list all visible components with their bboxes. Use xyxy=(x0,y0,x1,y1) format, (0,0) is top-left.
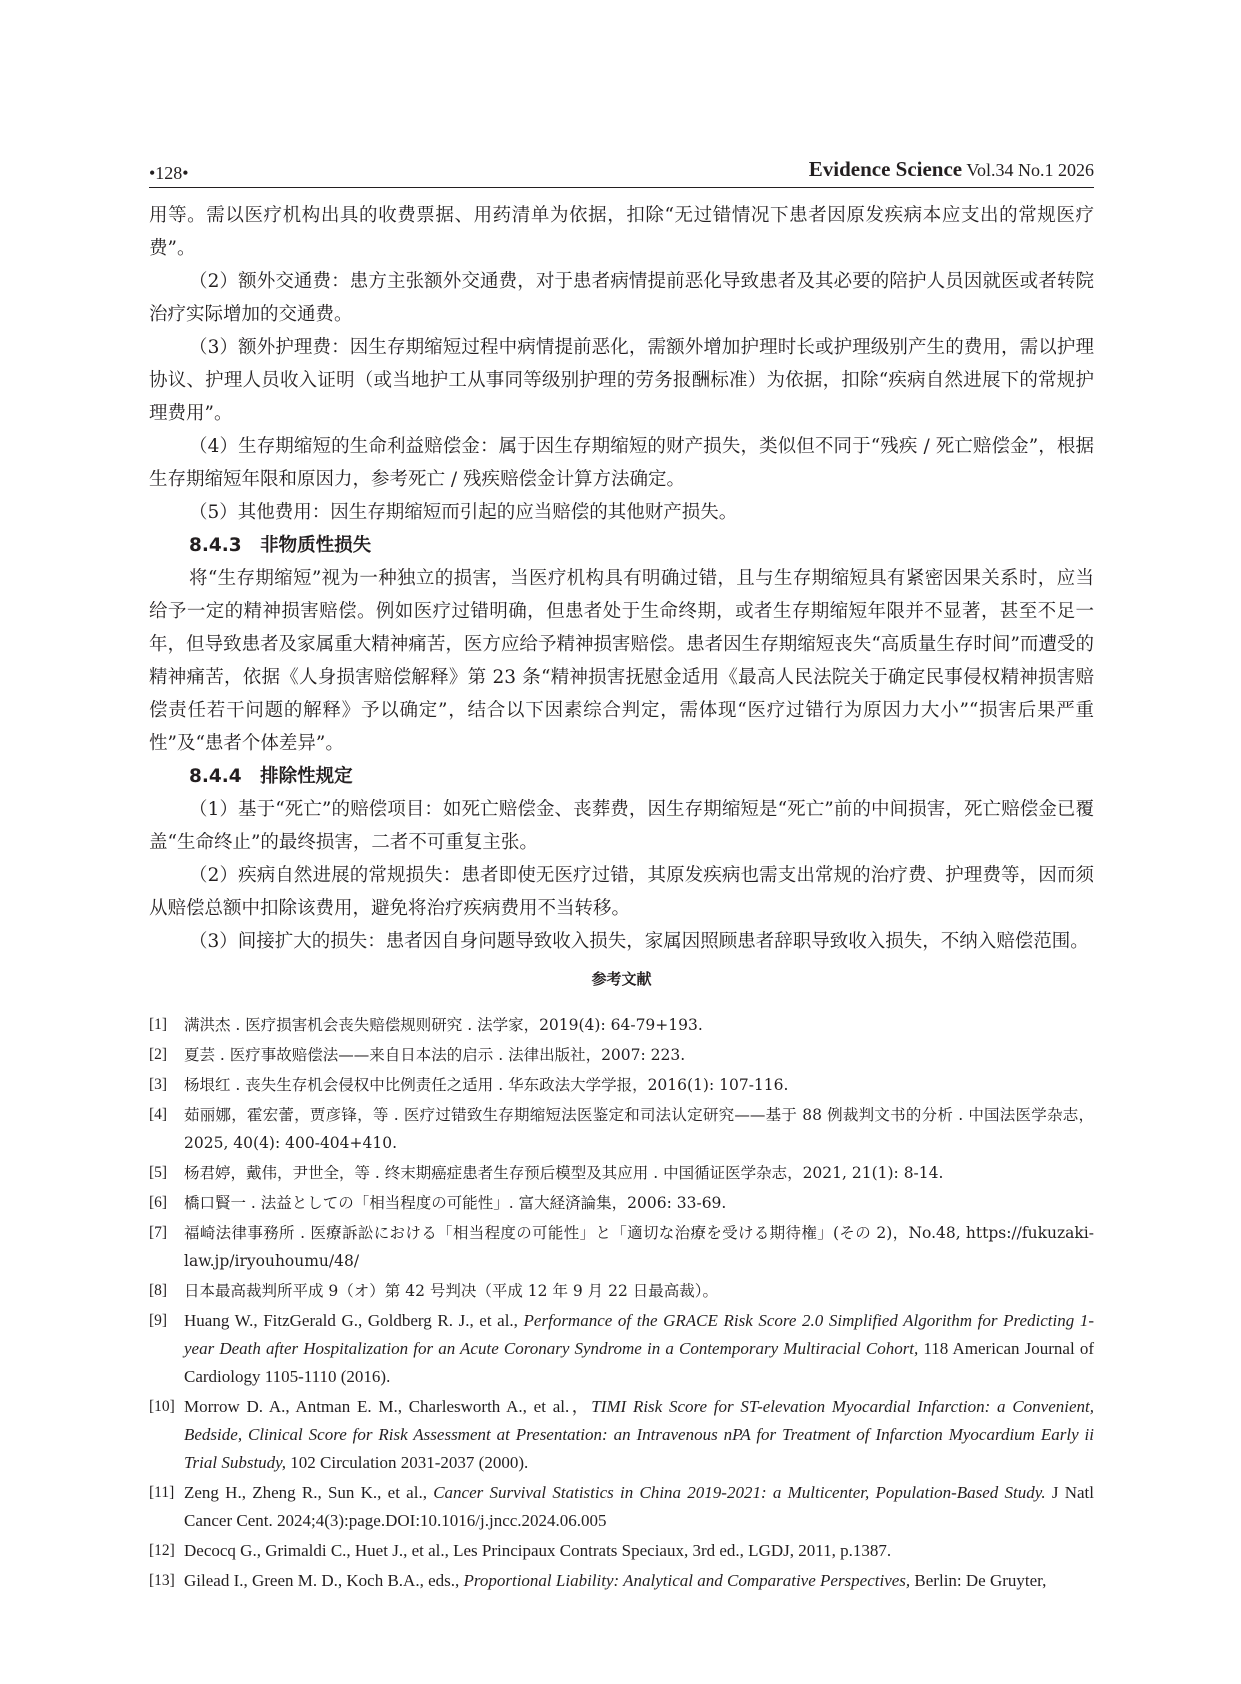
reference-item xyxy=(149,1307,1094,1391)
reference-number: [6] xyxy=(149,1194,168,1211)
reference-source: 118 American Journal of Cardiology 1105-1110 (2016). xyxy=(184,1339,1094,1386)
reference-item xyxy=(149,1277,1094,1305)
paragraph-6: 将“生存期缩短”视为一种独立的损害，当医疗机构具有明确过错，且与生存期缩短具有紧密因果关系时，应当给予一定的精神损害赔偿。例如医疗过错明确，但患者处于生命终期，或者生存期缩短年限并不显著，甚至不足一年，但导致患者及家属重大精神痛苦，医方应给予精神损害赔偿。患者因生存期缩短丧失“高质量生存时间”而遭受的精神痛苦，依据《人身损害赔偿解释》第 23 条“精神损害抚慰金适用《最高人民法院关于确定民事侵权精神损害赔偿责任若干问题的解释》予以确定”，结合以下因素综合判定，需体现“医疗过错行为原因力大小”“损害后果严重性”及“患者个体差异”。 xyxy=(149,568,1094,754)
paragraph-9: （3）间接扩大的损失：患者因自身问题导致收入损失，家属因照顾患者辞职导致收入损失，不纳入赔偿范围。 xyxy=(189,931,1089,952)
reference-number: [12] xyxy=(149,1542,175,1559)
references-list xyxy=(149,1011,1094,1597)
paragraph-5: （5）其他费用：因生存期缩短而引起的应当赔偿的其他财产损失。 xyxy=(189,502,738,523)
journal-name: Evidence Science xyxy=(808,157,963,181)
reference-text: 茹丽娜，霍宏蕾，贾彦锋，等 . 医疗过错致生存期缩短法医鉴定和司法认定研究——基于 88 例裁判文书的分析 . 中国法医学杂志，2025, 40(4): 400-404+410. xyxy=(184,1106,1094,1152)
reference-text: 福崎法律事務所 . 医療訴訟における「相当程度の可能性」と「適切な治療を受ける期待権」(その 2)，No.48, https://fukuzaki-law.jp/iryouhoumu/48/ xyxy=(184,1224,1094,1270)
reference-item xyxy=(149,1219,1094,1275)
reference-item xyxy=(149,1071,1094,1099)
paragraph-3: （3）额外护理费：因生存期缩短过程中病情提前恶化，需额外增加护理时长或护理级别产生的费用，需以护理协议、护理人员收入证明（或当地护工从事同等级别护理的劳务报酬标准）为依据，扣除“疾病自然进展下的常规护理费用”。 xyxy=(149,337,1094,424)
paragraph-8: （2）疾病自然进展的常规损失：患者即使无医疗过错，其原发疾病也需支出常规的治疗费、护理费等，因而须从赔偿总额中扣除该费用，避免将治疗疾病费用不当转移。 xyxy=(149,865,1094,919)
reference-text: 日本最高裁判所平成 9（オ）第 42 号判决（平成 12 年 9 月 22 日最高裁）。 xyxy=(184,1282,718,1300)
paragraph-7: （1）基于“死亡”的赔偿项目：如死亡赔偿金、丧葬费，因生存期缩短是“死亡”前的中间损害，死亡赔偿金已覆盖“生命终止”的最终损害，二者不可重复主张。 xyxy=(149,799,1094,853)
reference-authors: Gilead I., Green M. D., Koch B.A., eds., xyxy=(184,1571,464,1590)
reference-number: [9] xyxy=(149,1312,168,1329)
reference-title: TIMI Risk Score for ST-elevation Myocardial Infarction: a Convenient, Bedside, Clinical Score for Risk Assessment at Presentation: an Intravenous nPA for Treatment of Infarction Myocardium Early ii Trial Substudy, xyxy=(184,1397,1094,1472)
reference-item xyxy=(149,1101,1094,1157)
reference-number: [1] xyxy=(149,1016,168,1033)
reference-number: [11] xyxy=(149,1484,175,1501)
volume-issue: Vol.34 No.1 2026 xyxy=(966,160,1094,180)
page-header xyxy=(149,148,1094,188)
reference-text: 杨垠红 . 丧失生存机会侵权中比例责任之适用 . 华东政法大学学报，2016(1): 107-116. xyxy=(184,1076,789,1094)
reference-authors: Morrow D. A., Antman E. M., Charlesworth A., et al.， xyxy=(184,1397,592,1416)
reference-number: [8] xyxy=(149,1282,168,1299)
reference-number: [3] xyxy=(149,1076,168,1093)
reference-number: [10] xyxy=(149,1398,175,1415)
reference-title: Proportional Liability: Analytical and Comparative Perspectives, xyxy=(463,1571,911,1590)
paragraph-2: （2）额外交通费：患方主张额外交通费，对于患者病情提前恶化导致患者及其必要的陪护人员因就医或者转院治疗实际增加的交通费。 xyxy=(149,271,1094,325)
paragraph-1: 用等。需以医疗机构出具的收费票据、用药清单为依据，扣除“无过错情况下患者因原发疾病本应支出的常规医疗费”。 xyxy=(149,205,1094,259)
reference-item xyxy=(149,1159,1094,1187)
reference-item xyxy=(149,1041,1094,1069)
reference-item xyxy=(149,1567,1094,1595)
reference-number: [5] xyxy=(149,1164,168,1181)
reference-source: J Natl Cancer Cent. 2024;4(3):page.DOI:10.1016/j.jncc.2024.06.005 xyxy=(184,1483,1094,1530)
header-rule xyxy=(149,187,1094,188)
reference-text: 夏芸 . 医疗事故赔偿法——来自日本法的启示 . 法律出版社，2007: 223. xyxy=(184,1046,686,1064)
reference-number: [7] xyxy=(149,1224,168,1241)
reference-item xyxy=(149,1189,1094,1217)
reference-item xyxy=(149,1393,1094,1477)
reference-text: 杨君婷，戴伟，尹世全，等 . 终末期癌症患者生存预后模型及其应用 . 中国循证医学杂志，2021, 21(1): 8-14. xyxy=(184,1164,944,1182)
reference-authors: Huang W., FitzGerald G., Goldberg R. J., et al., xyxy=(184,1311,524,1330)
reference-authors: Zeng H., Zheng R., Sun K., et al., xyxy=(184,1483,434,1502)
reference-source: 102 Circulation 2031-2037 (2000). xyxy=(286,1453,529,1472)
reference-authors: Decocq G., Grimaldi C., Huet J., et al., Les Principaux Contrats Speciaux, 3rd ed., LGDJ, 2011, p.1387. xyxy=(184,1541,892,1560)
reference-number: [2] xyxy=(149,1046,168,1063)
reference-text: 橋口賢一 . 法益としての「相当程度の可能性」. 富大経済論集，2006: 33-69. xyxy=(184,1194,727,1212)
reference-number: [4] xyxy=(149,1106,168,1123)
reference-title: Cancer Survival Statistics in China 2019-2021: a Multicenter, Population-Based Study. xyxy=(433,1483,1046,1502)
reference-item xyxy=(149,1011,1094,1039)
journal-meta xyxy=(809,157,1094,182)
page-number: •128• xyxy=(149,163,189,183)
references-title: 参考文献 xyxy=(591,970,652,988)
reference-item xyxy=(149,1479,1094,1535)
reference-text: 满洪杰 . 医疗损害机会丧失赔偿规则研究 . 法学家，2019(4): 64-79+193. xyxy=(184,1016,703,1034)
section-heading-8-4-4: 8.4.4 排除性规定 xyxy=(189,766,353,787)
reference-number: [13] xyxy=(149,1572,175,1589)
reference-title: Performance of the GRACE Risk Score 2.0 Simplified Algorithm for Predicting 1-year Death after Hospitalization for an Acute Coronary Syndrome in a Contemporary Multiracial Cohort, xyxy=(184,1311,1094,1358)
reference-source: Berlin: De Gruyter, xyxy=(910,1571,1047,1590)
paragraph-4: （4）生存期缩短的生命利益赔偿金：属于因生存期缩短的财产损失，类似但不同于“残疾 / 死亡赔偿金”，根据生存期缩短年限和原因力，参考死亡 / 残疾赔偿金计算方法确定。 xyxy=(149,436,1094,490)
reference-item xyxy=(149,1537,1094,1565)
section-heading-8-4-3: 8.4.3 非物质性损失 xyxy=(189,535,372,556)
body-text xyxy=(149,199,1094,958)
